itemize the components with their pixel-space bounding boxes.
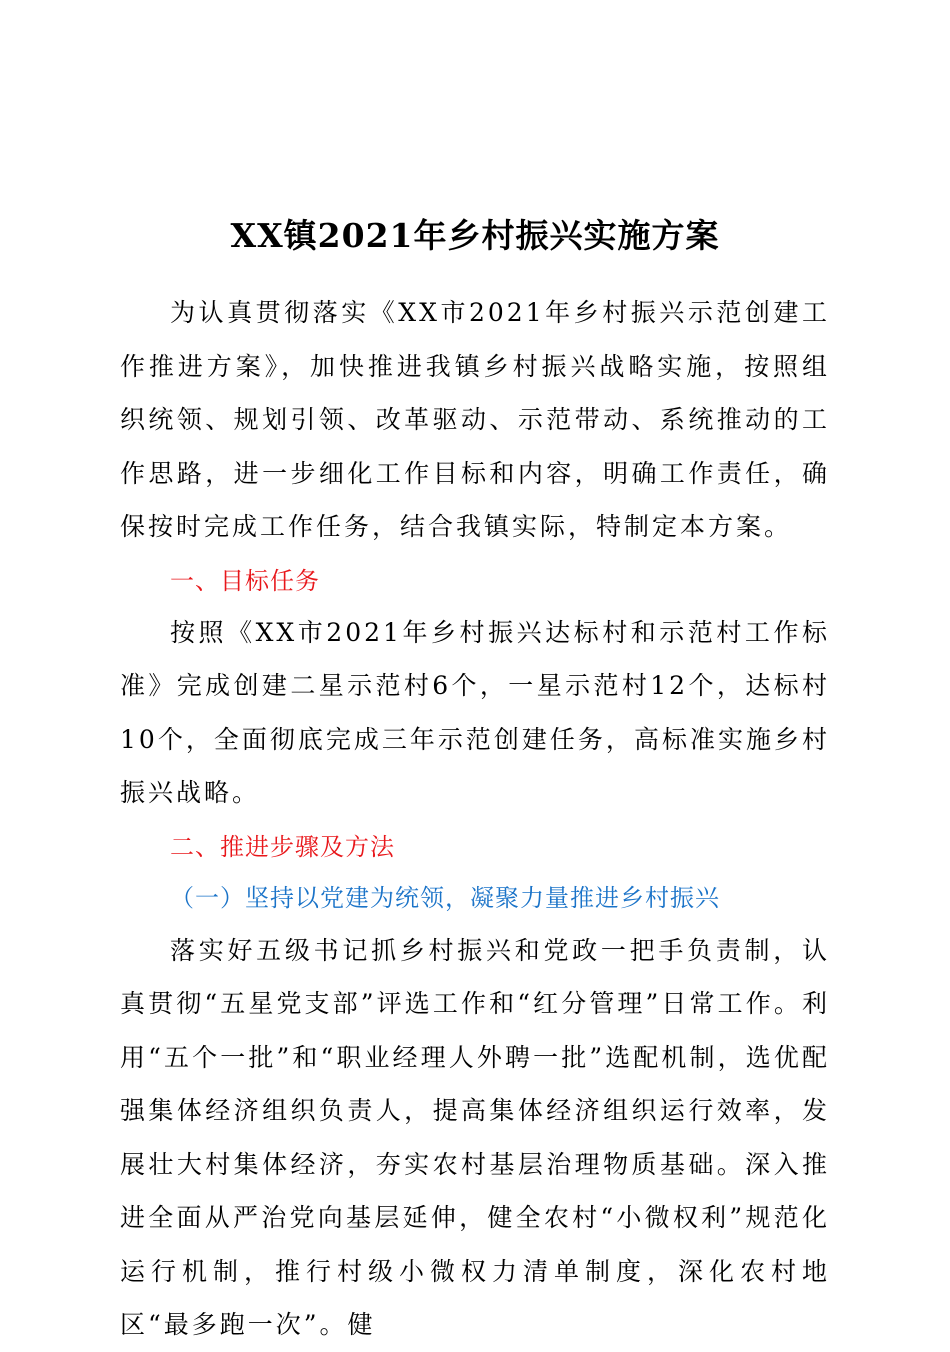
section-heading-goals: 一、目标任务 [170,566,320,595]
goals-paragraph: 按照《XX市2021年乡村振兴达标村和示范村工作标准》完成创建二星示范村6个，一星示范村12个，达标村10个，全面彻底完成三年示范创建任务，高标准实施乡村振兴战略。 [120,617,830,807]
document-body [120,286,830,1352]
subsection-heading-party: （一）坚持以党建为统领，凝聚力量推进乡村振兴 [170,883,720,912]
section-heading-steps: 二、推进步骤及方法 [170,832,395,861]
party-paragraph: 落实好五级书记抓乡村振兴和党政一把手负责制，认真贯彻“五星党支部”评选工作和“红分管理”日常工作。利用“五个一批”和“职业经理人外聘一批”选配机制，选优配强集体经济组织负责人，提高集体经济组织运行效率，发展壮大村集体经济，夯实农村基层治理物质基础。深入推进全面从严治党向基层延伸，健全农村“小微权利”规范化运行机制，推行村级小微权力清单制度，深化农村地区“最多跑一次”。健 [120,935,830,1339]
intro-paragraph: 为认真贯彻落实《XX市2021年乡村振兴示范创建工作推进方案》，加快推进我镇乡村振兴战略实施，按照组织统领、规划引领、改革驱动、示范带动、系统推动的工作思路，进一步细化工作目标和内容，明确工作责任，确保按时完成工作任务，结合我镇实际，特制定本方案。 [120,298,830,541]
document-title: XX镇2021年乡村振兴实施方案 [230,216,720,255]
